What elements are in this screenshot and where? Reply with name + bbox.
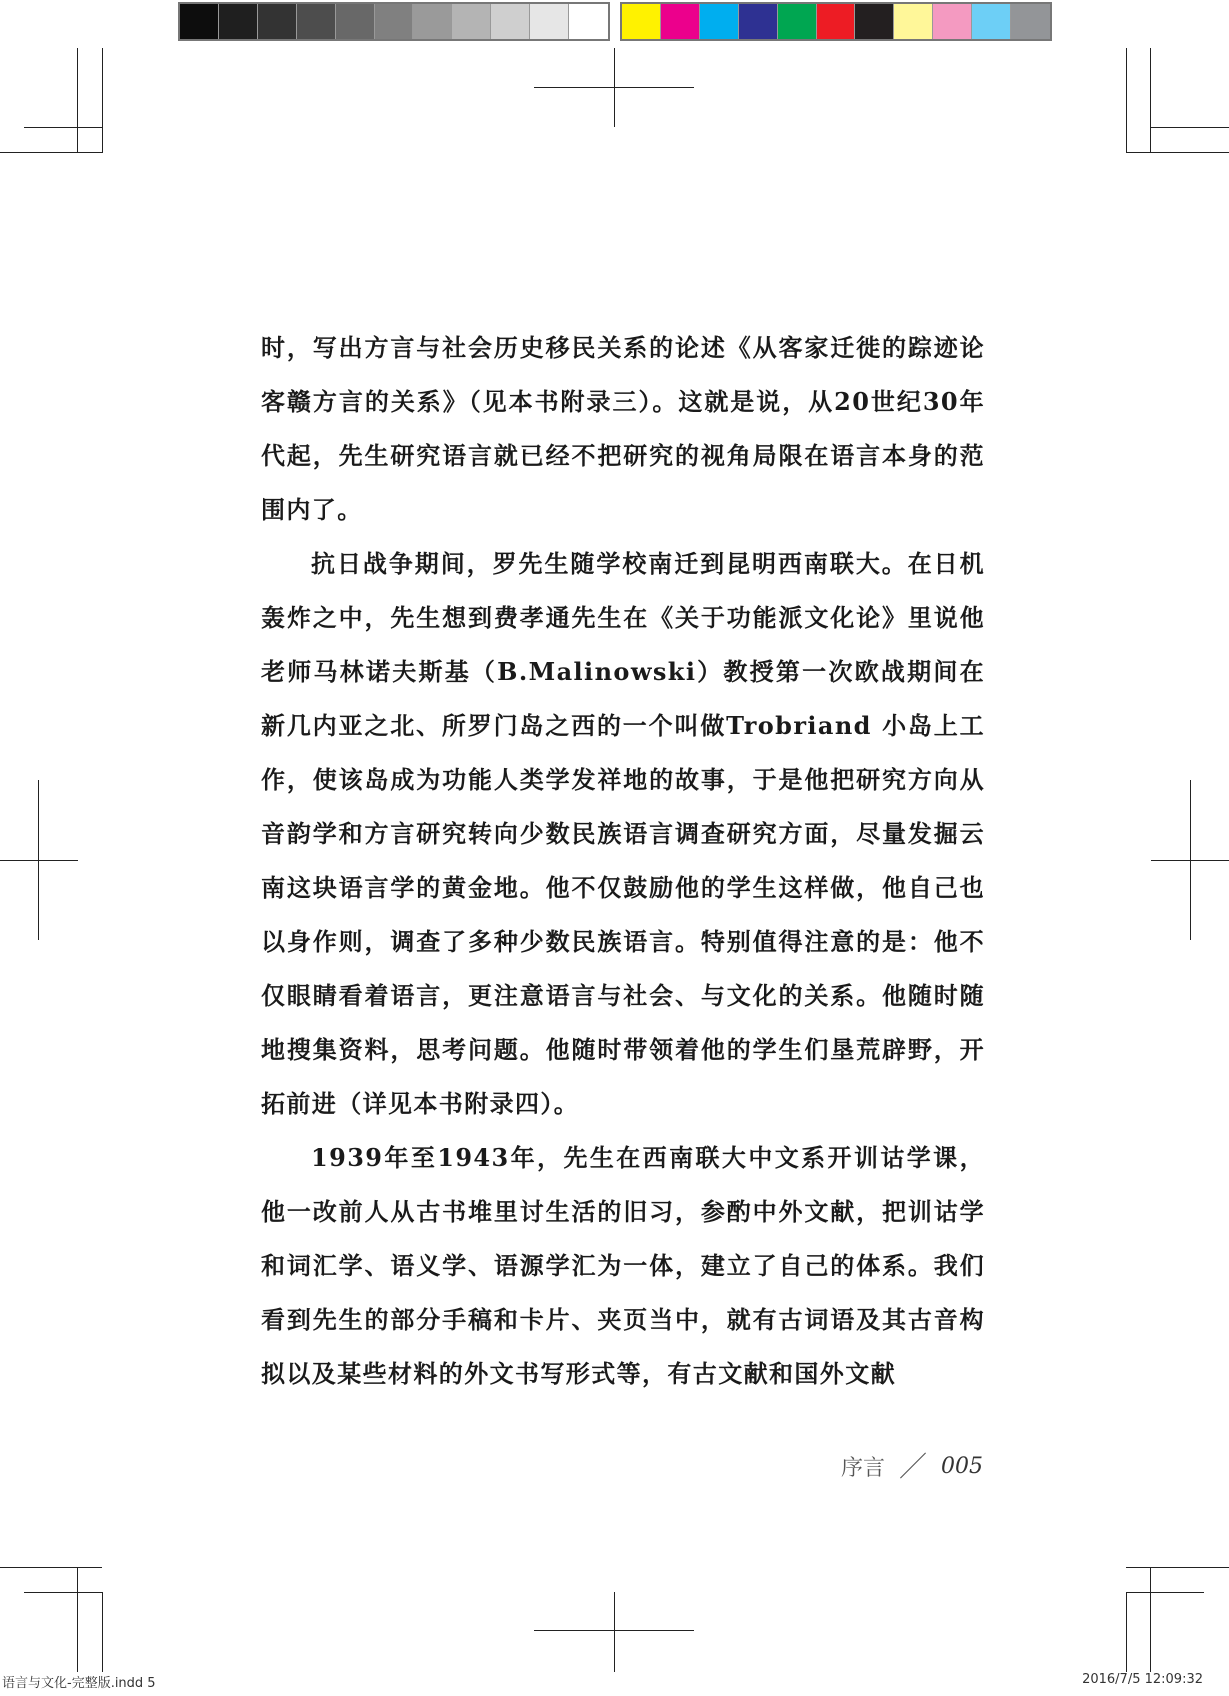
crop-mark [102,1592,103,1672]
crop-mark [77,48,78,153]
color-swatch [933,4,972,39]
color-swatch [375,4,414,39]
footer-separator: ／ [898,1450,927,1483]
paragraph-3: 1939年至1943年，先生在西南联大中文系开训诂学课，他一改前人从古书堆里讨生活的旧习，参酌中外文献，把训诂学和词汇学、语义学、语源学汇为一体，建立了自己的体系。我们看到先生的部分手稿和卡片、夹页当中，就有古词语及其古音构拟以及某些材料的外文书写形式等，有古文献和国外文献 [261,1143,985,1388]
paragraph-2: 抗日战争期间，罗先生随学校南迁到昆明西南联大。在日机轰炸之中，先生想到费孝通先生在《关于功能派文化论》里说他老师马林诺夫斯基（B.Malinowski）教授第一次欧战期间在新几内亚之北、所罗门岛之西的一个叫做Trobriand 小岛上工作，使该岛成为功能人类学发祥地的故事，于是他把研究方向从音韵学和方言研究转向少数民族语言调查研究方面，尽量发掘云南这块语言学的黄金地。他不仅鼓励他的学生这样做，他自己也以身作则，调查了多种少数民族语言。特别值得注意的是：他不仅眼睛看着语言，更注意语言与社会、与文化的关系。他随时随地搜集资料，思考问题。他随时带领着他的学生们垦荒辟野，开拓前进（详见本书附录四）。 [261,549,985,1118]
crop-mark [1126,1592,1127,1672]
crop-mark [1150,127,1229,128]
color-swatch [530,4,569,39]
color-swatch [778,4,817,39]
color-swatch [622,4,661,39]
color-swatch [258,4,297,39]
color-swatch [661,4,700,39]
crop-mark [0,152,102,153]
running-footer [841,1446,983,1486]
slug-timestamp: 2016/7/5 12:09:32 [1082,1672,1203,1687]
crop-mark [1126,1567,1229,1568]
registration-mark [1151,860,1229,861]
paragraph-1: 时，写出方言与社会历史移民关系的论述《从客家迁徙的踪迹论客赣方言的关系》（见本书附录三）。这就是说，从20世纪30年代起，先生研究语言就已经不把研究的视角局限在语言本身的范围内了。 [261,333,985,524]
color-swatch [180,4,219,39]
color-swatch [1011,4,1050,39]
registration-mark [614,1592,615,1672]
grayscale-color-bar [178,2,610,41]
crop-mark [24,1592,102,1593]
color-swatch [739,4,778,39]
registration-mark [0,860,78,861]
crop-mark [1126,152,1229,153]
page-number: 005 [941,1453,983,1479]
color-swatch [336,4,375,39]
crop-mark [0,1567,102,1568]
registration-mark [534,87,694,88]
crop-mark [77,1567,78,1672]
registration-mark [534,1630,694,1631]
crop-mark [102,48,103,153]
color-swatch [817,4,856,39]
crop-mark [1150,1567,1151,1672]
body-text [261,321,985,1401]
color-swatch [855,4,894,39]
color-swatch [700,4,739,39]
color-swatch [219,4,258,39]
color-swatch [452,4,491,39]
color-swatch [569,4,608,39]
crop-mark [1126,48,1127,153]
color-swatch [413,4,452,39]
crop-mark [24,127,102,128]
crop-mark [1126,1592,1204,1593]
color-swatch [972,4,1011,39]
slug-filename: 语言与文化-完整版.indd 5 [2,1676,156,1691]
process-color-bar [620,2,1052,41]
color-swatch [894,4,933,39]
color-swatch [297,4,336,39]
color-swatch [491,4,530,39]
section-title: 序言 [840,1455,885,1481]
crop-mark [1150,48,1151,153]
